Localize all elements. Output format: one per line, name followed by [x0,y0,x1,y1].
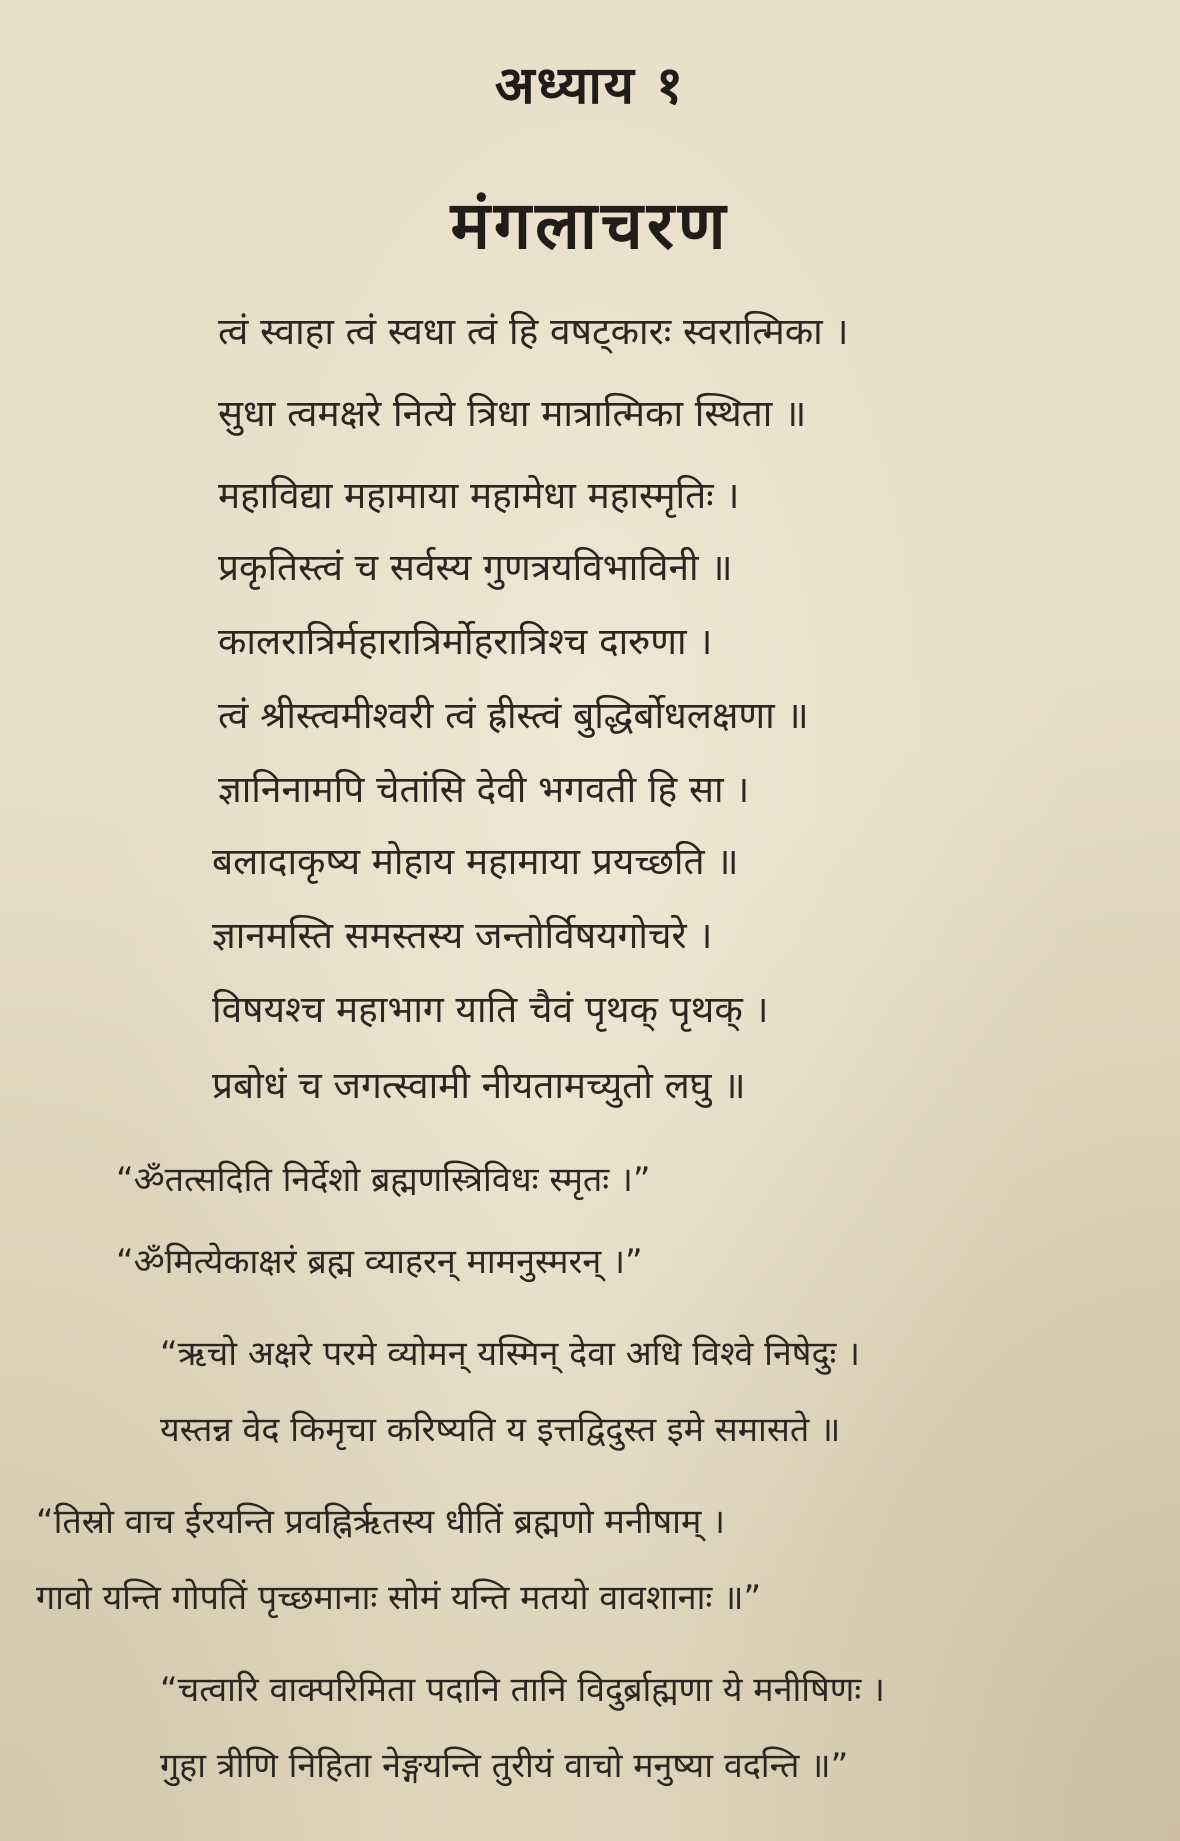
quote-line: “तिस्रो वाच ईरयन्ति प्रवह्निर्ऋतस्य धीतिं ब्रह्मणो मनीषाम् । [36,1502,726,1542]
verse-line: प्रकृतिस्त्वं च सर्वस्य गुणत्रयविभाविनी ॥ [218,546,733,589]
verse-line: ज्ञानमस्ति समस्तस्य जन्तोर्विषयगोचरे । [212,914,713,957]
quote-line: “ॐमित्येकाक्षरं ब्रह्म व्याहरन् मामनुस्मरन् ।” [116,1242,643,1282]
verse-line: ज्ञानिनामपि चेतांसि देवी भगवती हि सा । [218,768,750,811]
verse-line: त्वं श्रीस्त्वमीश्वरी त्वं ह्रीस्त्वं बुद्धिर्बोधलक्षणा ॥ [218,694,809,737]
quote-line: गावो यन्ति गोपतिं पृच्छमानाः सोमं यन्ति मतयो वावशानाः ॥” [36,1578,762,1618]
verse-line: बलादाकृष्य मोहाय महामाया प्रयच्छति ॥ [212,840,739,883]
verse-line: विषयश्च महाभाग याति चैवं पृथक् पृथक् । [212,988,769,1031]
quote-line: यस्तन्न वेद किमृचा करिष्यति य इत्तद्विदुस्त इमे समासते ॥ [160,1410,841,1450]
verse-line: सुधा त्वमक्षरे नित्ये त्रिधा मात्रात्मिका स्थिता ॥ [218,392,807,435]
quote-line: “ऋचो अक्षरे परमे व्योमन् यस्मिन् देवा अधि विश्वे निषेदुः । [160,1334,861,1374]
chapter-heading: अध्याय १ [494,56,686,116]
quote-line: “चत्वारि वाक्परिमिता पदानि तानि विदुर्ब्राह्मणा ये मनीषिणः । [160,1670,885,1710]
verse-line: त्वं स्वाहा त्वं स्वधा त्वं हि वषट्कारः स्वरात्मिका । [218,310,849,353]
verse-line: कालरात्रिर्महारात्रिर्मोहरात्रिश्च दारुणा । [218,620,713,663]
page-title: मंगलाचरण [450,187,730,264]
verse-line: महाविद्या महामाया महामेधा महास्मृतिः । [218,474,740,517]
quote-line: “ॐतत्सदिति निर्देशो ब्रह्मणस्त्रिविधः स्मृतः ।” [116,1160,651,1200]
verse-line: प्रबोधं च जगत्स्वामी नीयतामच्युतो लघु ॥ [212,1064,746,1107]
quote-line: गुहा त्रीणि निहिता नेङ्गयन्ति तुरीयं वाचो मनुष्या वदन्ति ॥” [160,1746,849,1786]
